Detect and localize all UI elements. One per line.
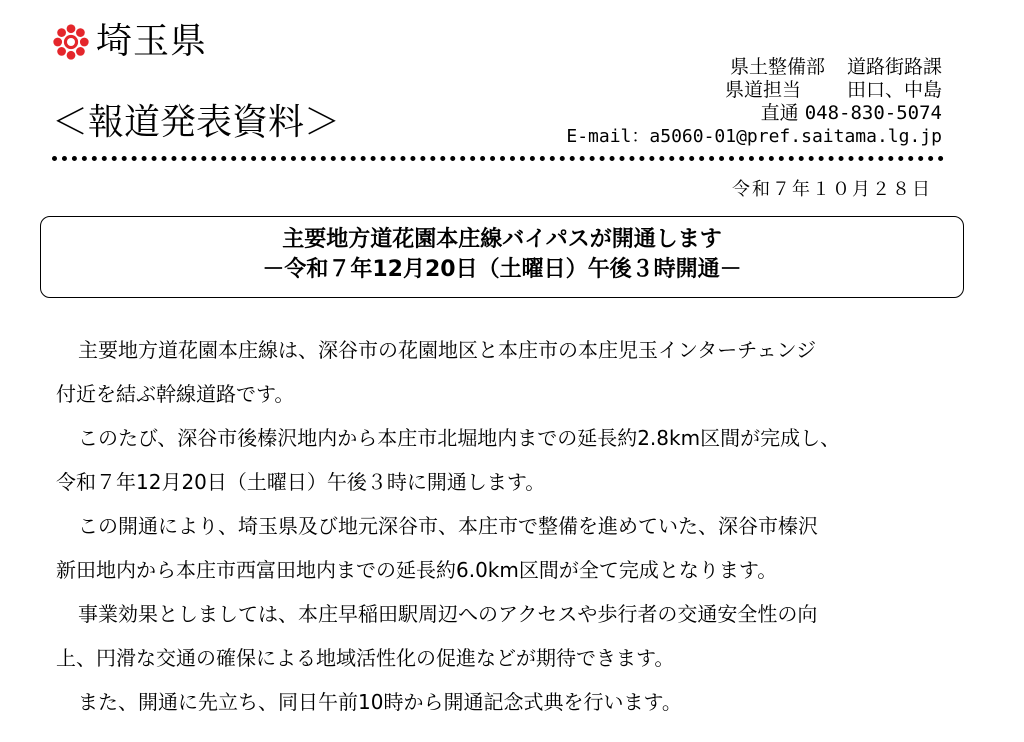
paragraph-line: 上、円滑な交通の確保による地域活性化の促進などが期待できます。	[56, 646, 675, 670]
paragraph-line: このたび、深谷市後榛沢地内から本庄市北堀地内までの延長約2.8km区間が完成し、	[78, 426, 841, 450]
contact-phone-label: 直通	[760, 102, 799, 124]
contact-email-label: E-mail：	[566, 126, 650, 147]
saitama-prefecture-emblem-icon	[52, 23, 90, 61]
paragraph	[56, 328, 956, 416]
paragraph	[56, 592, 956, 680]
press-release-label: ＜報道発表資料＞	[52, 102, 341, 143]
paragraph	[56, 504, 956, 592]
contact-role: 県道担当	[724, 79, 801, 101]
paragraph-line: 新田地内から本庄市西富田地内までの延長約6.0km区間が全て完成となります。	[56, 558, 778, 582]
contact-role-row	[566, 79, 942, 102]
paragraph-line: 付近を結ぶ幹線道路です。	[56, 382, 295, 406]
paragraph-line: 主要地方道花園本庄線は、深谷市の花園地区と本庄市の本庄児玉インターチェンジ	[78, 338, 817, 362]
paragraph-line: この開通により、埼玉県及び地元深谷市、本庄市で整備を進めていた、深谷市榛沢	[78, 514, 818, 538]
contact-department-row	[566, 56, 942, 79]
contact-phone-row	[566, 102, 942, 125]
paragraph-line: また、開通に先立ち、同日午前10時から開通記念式典を行います。	[78, 690, 682, 714]
contact-names: 田口、中島	[846, 79, 942, 101]
dotted-divider	[52, 156, 944, 161]
paragraph	[56, 416, 956, 504]
contact-email: a5060-01@pref.saitama.lg.jp	[649, 126, 942, 147]
paragraph-line: 事業効果としましては、本庄早稲田駅周辺へのアクセスや歩行者の交通安全性の向	[78, 602, 818, 626]
contact-email-row	[566, 125, 942, 148]
contact-phone: 048-830-5074	[804, 102, 942, 124]
headline-title: 主要地方道花園本庄線バイパスが開通します	[282, 227, 722, 252]
headline-subtitle: －令和７年12月20日（土曜日）午後３時開通－	[262, 257, 742, 282]
contact-division: 道路街路課	[846, 56, 942, 78]
contact-department: 県土整備部	[729, 56, 825, 78]
headline-box	[40, 216, 964, 298]
prefecture-logo	[52, 20, 207, 64]
logo-text: 埼玉県	[96, 21, 208, 62]
body-text	[56, 328, 956, 724]
release-date: 令和７年１０月２８日	[732, 179, 932, 200]
contact-block	[566, 56, 942, 148]
paragraph	[56, 680, 956, 724]
paragraph-line: 令和７年12月20日（土曜日）午後３時に開通します。	[56, 470, 546, 494]
